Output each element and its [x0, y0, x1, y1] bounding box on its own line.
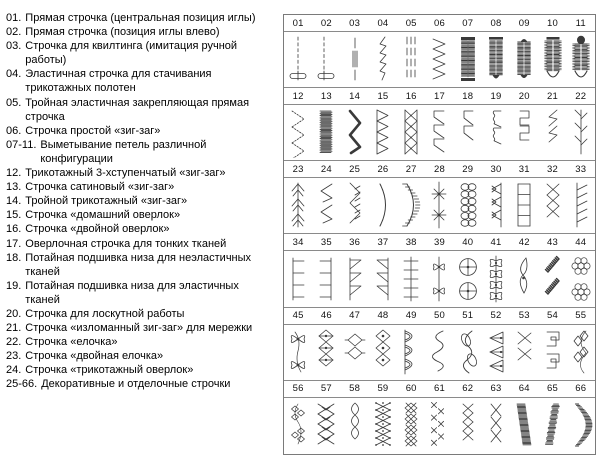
legend-item — [6, 25, 274, 39]
stitch-number-label: 26 — [377, 163, 389, 175]
stitch-number-label: 01 — [292, 17, 304, 29]
legend-item-text: Строчка простой «зиг-заг» — [25, 124, 161, 137]
stitch-number-label: 44 — [575, 236, 587, 248]
stitch-pattern-bracket-left-icon — [284, 251, 312, 306]
stitch-pattern-diamond-chain-icon — [341, 325, 369, 380]
legend-item — [6, 237, 274, 251]
legend-item-number: 18. — [6, 251, 22, 264]
legend-item-number: 24. — [6, 364, 22, 377]
stitch-number-label: 16 — [405, 90, 417, 102]
legend-item-number: 23. — [6, 350, 22, 363]
legend-item-number: 07-11. — [6, 138, 37, 151]
legend-item-number: 16. — [6, 223, 22, 236]
stitch-number-label: 06 — [433, 17, 445, 29]
stitch-number-label: 12 — [292, 90, 304, 102]
legend-item-text: Строчка для квилтинга (имитация ручной работы) — [25, 40, 238, 67]
stitch-number-label: 09 — [518, 17, 530, 29]
stitch-pattern-flower-rosette-icon — [567, 251, 595, 306]
stitch-pattern-diamond-dot-icon — [369, 325, 397, 380]
stitch-pattern-straight-left-icon — [312, 32, 340, 87]
stitch-number-header-row — [284, 381, 595, 398]
legend-item-text: Строчка «домашний оверлок» — [25, 209, 181, 222]
stitch-pattern-row — [284, 178, 595, 233]
stitch-pattern-cross-bar-icon — [397, 251, 425, 306]
legend-item — [6, 377, 274, 391]
stitch-number-label: 41 — [490, 236, 502, 248]
stitch-number-label: 50 — [433, 310, 445, 322]
stitch-pattern-paisley-icon — [454, 325, 482, 380]
stitch-number-label: 23 — [292, 163, 304, 175]
stitch-pattern-lattice-diamond-icon — [538, 178, 566, 233]
stitch-chart-row — [284, 234, 595, 307]
stitch-pattern-row — [284, 325, 595, 380]
stitch-number-header-row — [284, 15, 595, 32]
legend-item-number: 05. — [6, 96, 22, 109]
stitch-number-label: 66 — [575, 383, 587, 395]
legend-item-number: 17. — [6, 237, 22, 250]
stitch-number-label: 13 — [320, 90, 332, 102]
stitch-number-label: 24 — [320, 163, 332, 175]
stitch-number-label: 05 — [405, 17, 417, 29]
legend-item-number: 25-66. — [6, 378, 38, 391]
stitch-pattern-fine-overlock-icon — [425, 105, 453, 160]
stitch-pattern-twisted-diamond-icon — [567, 325, 595, 380]
stitch-pattern-quilting-icon — [341, 32, 369, 87]
stitch-pattern-row — [284, 32, 595, 87]
legend-item-number: 21. — [6, 322, 22, 335]
stitch-pattern-straight-center-icon — [284, 32, 312, 87]
stitch-pattern-arc-icon — [369, 178, 397, 233]
legend-item — [6, 124, 274, 138]
stitch-number-label: 39 — [433, 236, 445, 248]
stitch-pattern-row — [284, 251, 595, 306]
stitch-pattern-small-cross-line-icon — [425, 398, 453, 454]
stitch-pattern-buttonhole-round-end-icon — [482, 32, 510, 87]
stitch-pattern-petal-loop-icon — [510, 251, 538, 306]
legend-item-number: 04. — [6, 68, 22, 81]
stitch-chart-row — [284, 308, 595, 381]
stitch-number-label: 36 — [349, 236, 361, 248]
stitch-number-label: 27 — [405, 163, 417, 175]
legend-item-text: Трикотажный 3-хступенчатый «зиг-заг» — [25, 167, 226, 180]
stitch-pattern-flag-left-icon — [341, 251, 369, 306]
legend-item — [6, 363, 274, 377]
stitch-number-label: 20 — [518, 90, 530, 102]
stitch-number-label: 55 — [575, 310, 587, 322]
stitch-pattern-chevron-arrow-icon — [510, 325, 538, 380]
stitch-number-label: 63 — [490, 383, 502, 395]
stitch-pattern-star-cross-icon — [425, 178, 453, 233]
stitch-pattern-fan-wave-icon — [397, 325, 425, 380]
stitch-pattern-cross-chain-icon — [454, 398, 482, 454]
stitch-pattern-crescent-satin-icon — [567, 398, 595, 454]
stitch-pattern-triple-knit-zigzag-icon — [341, 105, 369, 160]
stitch-number-label: 59 — [377, 383, 389, 395]
stitch-pattern-flag-right-icon — [369, 251, 397, 306]
stitch-pattern-satin-zigzag-icon — [312, 105, 340, 160]
legend-item-text: Строчка «елочка» — [25, 336, 118, 349]
stitch-number-label: 35 — [320, 236, 332, 248]
legend-item-text: Строчка для лоскутной работы — [25, 307, 185, 320]
stitch-pattern-broken-zigzag-icon — [538, 105, 566, 160]
stitch-number-label: 33 — [575, 163, 587, 175]
legend-item — [6, 138, 274, 166]
stitch-chart-row — [284, 381, 595, 454]
stitch-pattern-chart — [283, 14, 596, 455]
stitch-number-label: 42 — [518, 236, 530, 248]
legend-item-text: Прямая строчка (центральная позиция иглы) — [25, 12, 256, 24]
stitch-number-label: 31 — [518, 163, 530, 175]
stitch-pattern-branch-icon — [567, 178, 595, 233]
legend-item-text: Строчка «трикотажный оверлок» — [25, 364, 194, 377]
stitch-pattern-herringbone-icon — [567, 105, 595, 160]
stitch-number-header-row — [284, 234, 595, 251]
stitch-pattern-buttonhole-round-eyelet-icon — [538, 32, 566, 87]
legend-item-number: 01. — [6, 12, 22, 24]
stitch-pattern-greek-key-icon — [538, 325, 566, 380]
stitch-pattern-arrow-chain-icon — [482, 178, 510, 233]
stitch-number-label: 15 — [377, 90, 389, 102]
stitch-number-label: 40 — [462, 236, 474, 248]
legend-item-number: 02. — [6, 26, 22, 39]
legend-item-number: 15. — [6, 209, 22, 222]
stitch-pattern-three-step-zigzag-icon — [284, 105, 312, 160]
stitch-number-label: 03 — [349, 17, 361, 29]
stitch-number-label: 43 — [547, 236, 558, 248]
legend-item-number: 03. — [6, 40, 22, 53]
stitch-pattern-ladder-icon — [510, 178, 538, 233]
legend-item-number: 13. — [6, 181, 22, 194]
stitch-number-label: 07 — [462, 17, 474, 29]
stitch-pattern-row — [284, 398, 595, 454]
stitch-number-label: 54 — [547, 310, 558, 322]
stitch-pattern-triangle-arrow-icon — [482, 325, 510, 380]
stitch-pattern-x-chain-icon — [482, 398, 510, 454]
stitch-pattern-oval-chain-icon — [341, 398, 369, 454]
legend-item-number: 12. — [6, 167, 22, 180]
stitch-pattern-butterfly-icon — [425, 251, 453, 306]
stitch-number-label: 17 — [433, 90, 445, 102]
stitch-number-label: 52 — [490, 310, 502, 322]
legend-item — [6, 279, 274, 307]
stitch-pattern-buttonhole-square-icon — [454, 32, 482, 87]
legend-item-text: Декоративные и отделочные строчки — [41, 378, 231, 391]
stitch-number-header-row — [284, 161, 595, 178]
stitch-pattern-leaf-vine-icon — [482, 251, 510, 306]
legend-item-text: Тройная эластичная закрепляющая прямая строчка — [25, 96, 250, 123]
stitch-number-label: 25 — [349, 163, 361, 175]
stitch-pattern-knit-overlock-icon — [312, 178, 340, 233]
stitch-number-label: 18 — [462, 90, 474, 102]
stitch-number-label: 48 — [377, 310, 389, 322]
stitch-number-label: 51 — [462, 310, 474, 322]
stitch-number-label: 10 — [547, 17, 558, 29]
legend-item-text: Оверлочная строчка для тонких тканей — [25, 237, 227, 250]
stitch-chart-row — [284, 15, 595, 88]
legend-item-number: 19. — [6, 279, 22, 292]
stitch-number-label: 32 — [547, 163, 558, 175]
legend-item — [6, 222, 274, 236]
stitch-pattern-bow-knot-icon — [284, 325, 312, 380]
legend-item-number: 22. — [6, 336, 22, 349]
stitch-pattern-diamond-cluster-icon — [284, 398, 312, 454]
legend-item-number: 14. — [6, 195, 22, 208]
stitch-number-label: 14 — [349, 90, 361, 102]
stitch-number-label: 08 — [490, 17, 502, 29]
stitch-number-label: 22 — [575, 90, 587, 102]
legend-item-text: Строчка сатиновый «зиг-заг» — [25, 181, 175, 194]
stitch-number-label: 04 — [377, 17, 389, 29]
stitch-number-label: 11 — [575, 17, 586, 29]
stitch-pattern-crosshatch-dense-icon — [369, 398, 397, 454]
stitch-pattern-blind-hem-icon — [454, 105, 482, 160]
stitch-pattern-feather-stitch-icon — [341, 178, 369, 233]
stitch-pattern-cross-diamond-icon — [397, 398, 425, 454]
legend-item — [6, 335, 274, 349]
stitch-number-label: 29 — [462, 163, 474, 175]
legend-item-text: Прямая строчка (позиция иглы влево) — [25, 26, 220, 39]
legend-item — [6, 180, 274, 194]
legend-item-text: Строчка «двойной оверлок» — [25, 223, 170, 236]
stitch-pattern-overlock-home-icon — [369, 105, 397, 160]
stitch-number-label: 62 — [462, 383, 474, 395]
stitch-pattern-elastic-seam-icon — [369, 32, 397, 87]
stitch-number-label: 37 — [377, 236, 389, 248]
stitch-pattern-patchwork-icon — [510, 105, 538, 160]
legend-item — [6, 194, 274, 208]
stitch-number-label: 21 — [547, 90, 558, 102]
stitch-chart-row — [284, 161, 595, 234]
stitch-legend-list — [0, 11, 278, 392]
legend-item — [6, 96, 274, 124]
stitch-pattern-buttonhole-keyhole-oval-icon — [510, 32, 538, 87]
stitch-pattern-scallop-fan-icon — [397, 178, 425, 233]
legend-item-text: Тройной трикотажный «зиг-заг» — [25, 195, 188, 208]
legend-item — [6, 321, 274, 335]
stitch-number-label: 38 — [405, 236, 417, 248]
stitch-number-label: 53 — [518, 310, 530, 322]
stitch-pattern-row — [284, 105, 595, 160]
legend-item — [6, 67, 274, 95]
stitch-number-label: 30 — [490, 163, 502, 175]
stitch-number-label: 57 — [320, 383, 332, 395]
stitch-pattern-scale-chain-icon — [454, 178, 482, 233]
stitch-number-label: 64 — [518, 383, 530, 395]
stitch-pattern-diamond-cross-icon — [312, 325, 340, 380]
stitch-pattern-s-curve-icon — [425, 325, 453, 380]
legend-item — [6, 39, 274, 67]
legend-item-number: 20. — [6, 307, 22, 320]
stitch-pattern-buttonhole-keyhole-icon — [567, 32, 595, 87]
stitch-pattern-zigzag-icon — [425, 32, 453, 87]
stitch-number-label: 49 — [405, 310, 417, 322]
stitch-number-label: 19 — [490, 90, 502, 102]
stitch-pattern-satin-broken-icon — [538, 398, 566, 454]
stitch-number-header-row — [284, 88, 595, 105]
stitch-pattern-double-overlock-icon — [397, 105, 425, 160]
legend-item-number: 06. — [6, 124, 22, 137]
legend-item — [6, 349, 274, 363]
stitch-pattern-blind-hem-stretch-icon — [482, 105, 510, 160]
stitch-chart-row — [284, 88, 595, 161]
stitch-number-label: 34 — [292, 236, 304, 248]
legend-item-text: Потайная подшивка низа для неэластичных тканей — [25, 251, 252, 278]
stitch-pattern-satin-wave-dense-icon — [510, 398, 538, 454]
stitch-number-label: 02 — [320, 17, 332, 29]
legend-item — [6, 11, 274, 25]
legend-item-text: Выметывание петель различной конфигурации — [40, 138, 207, 165]
stitch-number-label: 47 — [349, 310, 361, 322]
stitch-pattern-clover-circle-icon — [454, 251, 482, 306]
stitch-pattern-triple-straight-icon — [397, 32, 425, 87]
stitch-number-label: 58 — [349, 383, 361, 395]
stitch-number-label: 28 — [433, 163, 445, 175]
legend-item-text: Строчка «двойная елочка» — [25, 350, 164, 363]
legend-item — [6, 166, 274, 180]
stitch-number-label: 60 — [405, 383, 417, 395]
legend-item-text: Строчка «изломанный зиг-заг» для мережки — [25, 322, 253, 335]
stitch-pattern-double-herringbone-icon — [284, 178, 312, 233]
stitch-number-label: 65 — [547, 383, 558, 395]
legend-item — [6, 307, 274, 321]
legend-item — [6, 208, 274, 222]
stitch-pattern-crosshatch-net-icon — [312, 398, 340, 454]
legend-item — [6, 251, 274, 279]
legend-item-text: Потайная подшивка низа для эластичных тканей — [25, 279, 239, 306]
stitch-pattern-bracket-right-icon — [312, 251, 340, 306]
stitch-number-header-row — [284, 308, 595, 325]
legend-item-text: Эластичная строчка для стачивания трикотажных полотен — [25, 68, 212, 95]
stitch-number-label: 61 — [433, 383, 445, 395]
stitch-pattern-wheat-spike-icon — [538, 251, 566, 306]
stitch-number-label: 56 — [292, 383, 304, 395]
stitch-number-label: 45 — [292, 310, 304, 322]
stitch-number-label: 46 — [320, 310, 332, 322]
